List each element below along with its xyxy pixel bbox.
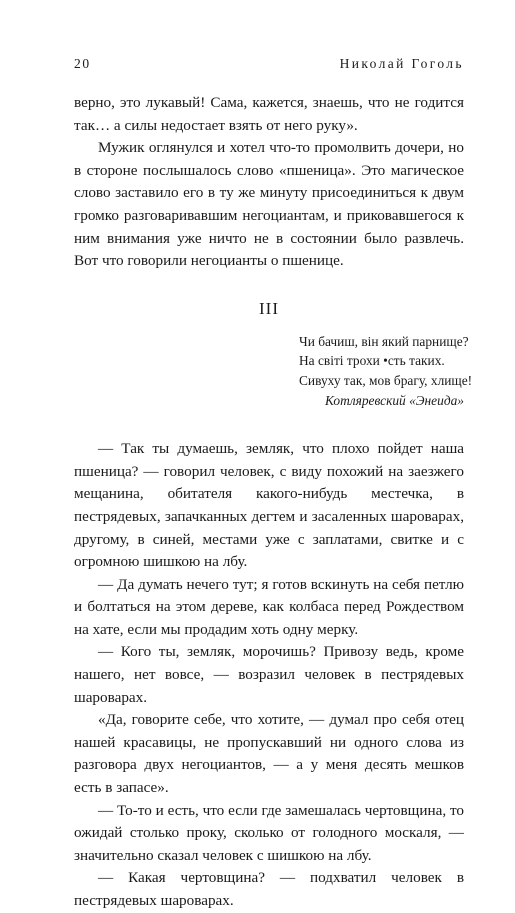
epigraph — [299, 332, 473, 410]
epigraph-source: Котляревский «Энеида» — [325, 392, 464, 408]
epigraph-line: Сивуху так, мов брагу, хлище! — [299, 372, 473, 388]
paragraph: — Да думать нечего тут; я готов вскинуть на себя петлю и болтаться на этом дереве, как колбаса перед Рождеством на хате, если мы продадим хоть одну мерку. — [74, 575, 464, 638]
paragraph: верно, это лукавый! Сама, кажется, знаешь, что не годится так… а силы недостает взять от него руку». — [74, 94, 464, 134]
epigraph-line: Чи бачиш, він який парнище? — [299, 333, 469, 349]
paragraph: Мужик оглянулся и хотел что-то промолвить дочери, но в стороне послышалось слово «пшеница». Это магическое слово заставило его в ту же минуту присоединиться к двум громко разговаривавшим негоциантам, и приковавшегося к ним внимания уже ничто не в состоянии было развлечь. Вот что говорили негоцианты о пшенице. — [74, 139, 464, 270]
paragraph: — Какая чертовщина? — подхватил человек в пестрядевых шароварах. — [74, 869, 464, 909]
book-page — [74, 56, 473, 913]
chapter-heading: III — [259, 298, 279, 318]
paragraph: — То-то и есть, что если где замешалась чертовщина, то ожидай столько проку, сколько от голодного москаля, — значительно сказал человек с шишкою на лбу. — [74, 801, 464, 864]
epigraph-line: На світі трохи •сть таких. — [299, 353, 445, 369]
page-number: 20 — [74, 56, 91, 71]
paragraph: «Да, говорите себе, что хотите, — думал про себя отец нашей красавицы, не пропускавший ни одного слова из разговора двух негоциантов, — а у меня десять мешков есть в запасе». — [74, 711, 464, 797]
running-header — [74, 56, 464, 72]
paragraph: — Так ты думаешь, земляк, что плохо пойдет наша пшеница? — говорил человек, с виду похожий на заезжего мещанина, обитателя какого-нибудь местечка, в пестрядевых, запачканных дегтем и засаленных шароварах, другому, в синей, местами уже с заплатами, свитке и с огромною шишкою на лбу. — [74, 440, 464, 571]
paragraph: — Кого ты, земляк, морочишь? Привозу ведь, кроме нашего, нет вовсе, — возразил человек в пестрядевых шароварах. — [74, 643, 464, 706]
running-head-author: Николай Гоголь — [339, 56, 464, 71]
